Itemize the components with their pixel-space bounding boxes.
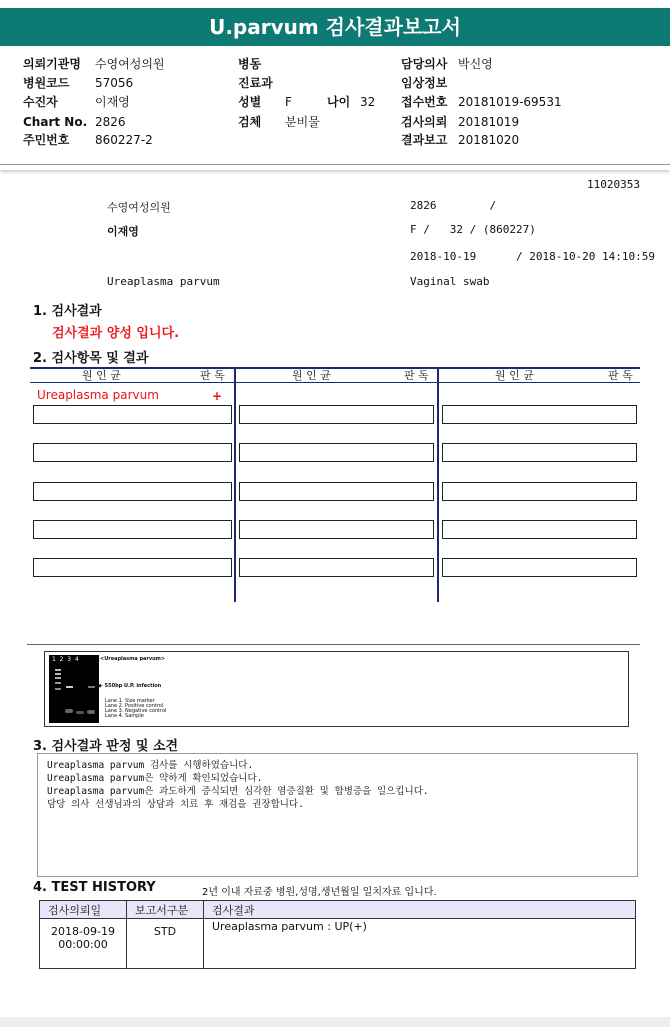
primer-band	[65, 709, 73, 713]
patient-label: 수진자	[23, 95, 58, 109]
specimen-value: 분비물	[285, 115, 320, 129]
history-result: Ureaplasma parvum : UP(+)	[204, 919, 636, 969]
history-date: 2018-09-19	[51, 925, 115, 938]
result-cell	[442, 443, 637, 462]
positive-band	[66, 686, 73, 688]
gel-legend-4: Lane 4. Sample	[105, 713, 144, 719]
col-judgement-2: 판 독	[404, 369, 429, 382]
summary-sex-age: F / 32 / (860227)	[410, 223, 536, 236]
receipt-no-value: 20181019-69531	[458, 95, 562, 109]
section-2-title: 2. 검사항목 및 결과	[33, 351, 149, 366]
doctor-label: 담당의사	[401, 57, 448, 71]
gel-legend-3: Lane 3. Negative control	[105, 708, 167, 714]
ladder-band	[55, 673, 61, 675]
report-code: 11020353	[587, 178, 640, 191]
col-judgement-1: 판 독	[200, 369, 225, 382]
col-organism-3: 원 인 균	[495, 369, 534, 382]
result-cell	[33, 405, 232, 424]
col-judgement-3: 판 독	[608, 369, 633, 382]
summary-patient: 이재영	[107, 225, 139, 238]
result-cell	[33, 482, 232, 501]
ladder-band	[55, 669, 61, 671]
result-cell	[239, 558, 434, 577]
history-date-cell	[40, 919, 127, 969]
table-row	[40, 919, 636, 969]
opinion-line: 담당 의사 선생님과의 상담과 치료 후 재검을 권장합니다.	[47, 799, 304, 810]
chart-no-label: Chart No.	[23, 115, 88, 129]
history-header-row	[40, 901, 636, 919]
grid-divider-2	[437, 367, 439, 602]
section-3-title: 3. 검사결과 판정 및 소견	[33, 739, 179, 754]
institution-label: 의뢰기관명	[23, 57, 81, 71]
age-value: 32	[360, 95, 376, 109]
result-cell	[33, 558, 232, 577]
result-cell	[33, 443, 232, 462]
id-no-label: 주민번호	[23, 133, 70, 147]
gel-title: <Ureaplasma parvum>	[100, 656, 166, 662]
primer-band	[76, 711, 84, 714]
history-note: 2년 이내 자료중 병원,성명,생년월일 일치자료 입니다.	[202, 887, 437, 898]
summary-specimen: Vaginal swab	[410, 275, 490, 288]
specimen-label: 검체	[238, 115, 262, 129]
gel-legend-2: Lane 2. Positive control	[105, 703, 164, 709]
ladder-band	[55, 682, 61, 684]
patient-value: 이재영	[95, 95, 130, 109]
col-organism-1: 원 인 균	[82, 369, 121, 382]
gel-lane-numbers: 1 2 3 4	[52, 656, 79, 663]
gel-legend-1: Lane 1. Size marker	[105, 698, 155, 704]
report-date-value: 20181020	[458, 133, 520, 147]
doctor-value: 박신영	[458, 57, 493, 71]
gel-electrophoresis-image	[49, 655, 99, 723]
request-date-label: 검사의뢰	[401, 115, 448, 129]
department-label: 진료과	[238, 76, 273, 90]
summary-dates: 2018-10-19 / 2018-10-20 14:10:59	[410, 250, 656, 263]
history-time: 00:00:00	[58, 938, 108, 951]
result-grid-header	[30, 367, 640, 383]
summary-institution: 수영여성의원	[107, 201, 171, 214]
clinical-info-label: 임상정보	[401, 76, 448, 90]
opinion-line: Ureaplasma parvum 검사를 시행하였습니다.	[47, 760, 254, 771]
ladder-band	[55, 688, 61, 690]
ward-label: 병동	[238, 57, 262, 71]
opinion-line: Ureaplasma parvum은 과도하게 증식되면 심각한 염증질환 및 합병증을 일으킵니다.	[47, 786, 429, 797]
history-type: STD	[127, 919, 204, 969]
history-col-type: 보고서구분	[127, 901, 204, 919]
summary-chart: 2826 /	[410, 199, 497, 212]
institution-value: 수영여성의원	[95, 57, 165, 71]
result-cell	[442, 520, 637, 539]
result-cell	[442, 558, 637, 577]
id-no-value: 860227-2	[95, 133, 153, 147]
result-cell	[442, 482, 637, 501]
opinion-box	[37, 753, 638, 877]
receipt-no-label: 접수번호	[401, 95, 448, 109]
organism-name: Ureaplasma parvum	[37, 388, 159, 402]
sample-band	[88, 686, 95, 688]
result-cell	[239, 520, 434, 539]
gel-image-panel	[44, 651, 629, 727]
result-cell	[239, 405, 434, 424]
section-divider	[27, 644, 640, 645]
col-organism-2: 원 인 균	[292, 369, 331, 382]
sex-label: 성별	[238, 95, 262, 109]
section-1-title: 1. 검사결과	[33, 304, 102, 319]
result-cell	[442, 405, 637, 424]
header-divider	[0, 164, 670, 170]
report-title: U.parvum 검사결과보고서	[0, 8, 670, 46]
result-cell	[33, 520, 232, 539]
sex-value: F	[285, 95, 292, 109]
organism-result: +	[212, 389, 223, 403]
gel-band-label: ◀- 550bp U.P. infection	[97, 683, 162, 689]
opinion-line: Ureaplasma parvum은 약하게 확인되었습니다.	[47, 773, 263, 784]
history-col-result: 검사결과	[204, 901, 636, 919]
chart-no-value: 2826	[95, 115, 126, 129]
result-cell	[239, 443, 434, 462]
grid-divider-1	[234, 367, 236, 602]
result-statement: 검사결과 양성 입니다.	[52, 326, 180, 341]
history-col-date: 검사의뢰일	[40, 901, 127, 919]
footer-band	[0, 1017, 670, 1027]
section-4-title: 4. TEST HISTORY	[33, 880, 156, 895]
age-label: 나이	[327, 95, 351, 109]
report-date-label: 결과보고	[401, 133, 448, 147]
summary-test-name: Ureaplasma parvum	[107, 275, 220, 288]
primer-band	[87, 710, 95, 714]
request-date-value: 20181019	[458, 115, 520, 129]
history-table	[39, 900, 636, 969]
hospital-code-label: 병원코드	[23, 76, 70, 90]
ladder-band	[55, 677, 61, 679]
hospital-code-value: 57056	[95, 76, 134, 90]
result-cell	[239, 482, 434, 501]
